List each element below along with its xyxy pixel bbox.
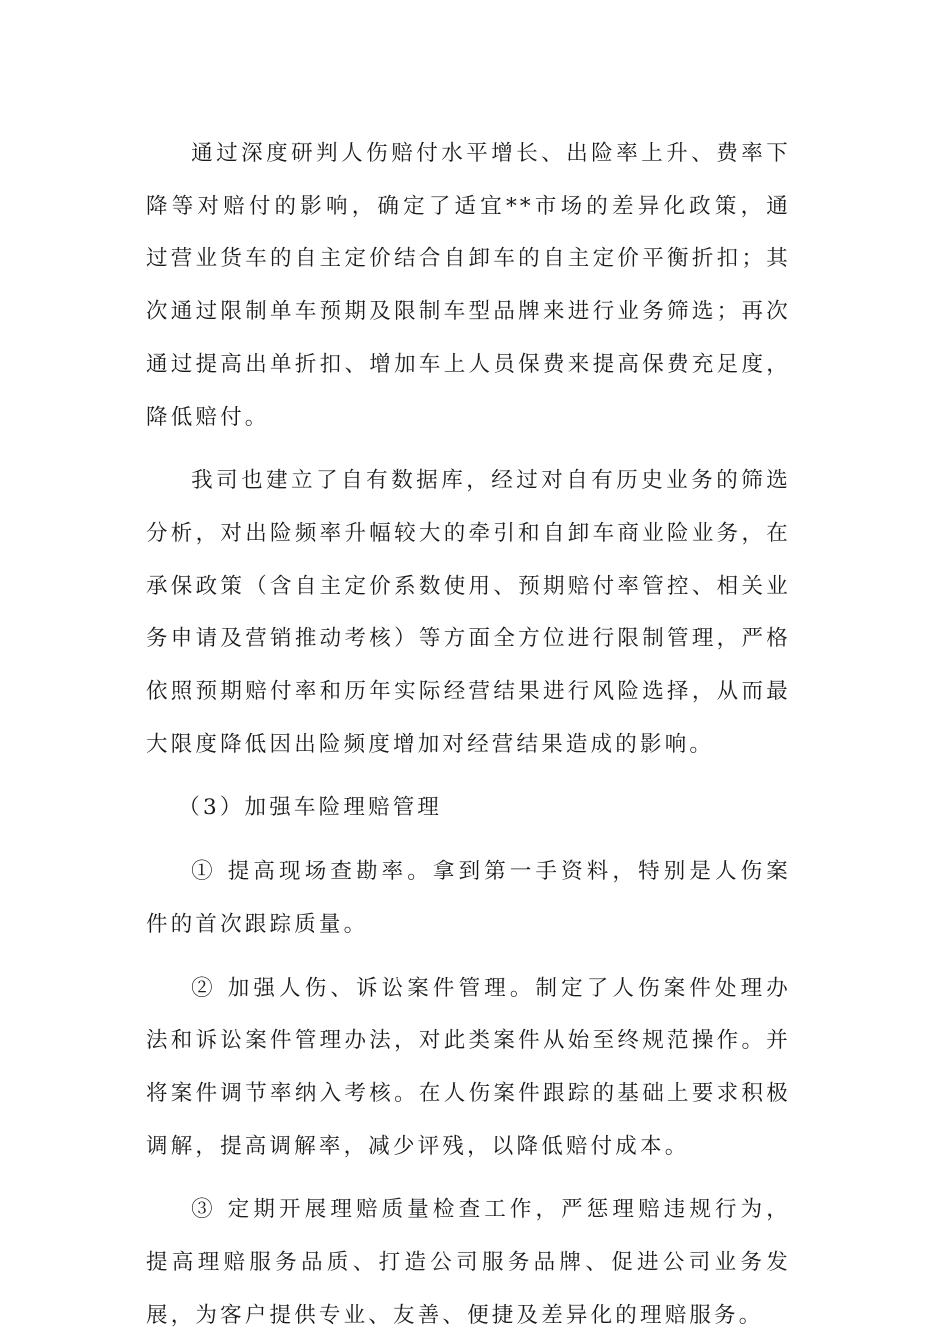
list-item-survey-rate: ① 提高现场查勘率。拿到第一手资料，特别是人伤案件的首次跟踪质量。: [146, 859, 791, 937]
document-page: [146, 128, 791, 1342]
paragraph-pricing-policy: 通过深度研判人伤赔付水平增长、出险率上升、费率下降等对赔付的影响，确定了适宜**市场的差异化政策，通过营业货车的自主定价结合自卸车的自主定价平衡折扣；其次通过限制单车预期及限制车型品牌来进行业务筛选；再次通过提高出单折扣、增加车上人员保费来提高保费充足度，降低赔付。: [146, 141, 791, 430]
list-item-quality-inspection: ③ 定期开展理赔质量检查工作，严惩理赔违规行为，提高理赔服务品质、打造公司服务品牌、促进公司业务发展，为客户提供专业、友善、便捷及差异化的理赔服务。: [146, 1197, 791, 1328]
section-heading-claims-management: （3）加强车险理赔管理: [178, 795, 443, 821]
list-item-injury-litigation: ② 加强人伤、诉讼案件管理。制定了人伤案件处理办法和诉讼案件管理办法，对此类案件从始至终规范操作。并将案件调节率纳入考核。在人伤案件跟踪的基础上要求积极调解，提高调解率，减少评残，以降低赔付成本。: [146, 975, 791, 1159]
paragraph-database-analysis: 我司也建立了自有数据库，经过对自有历史业务的筛选分析，对出险频率升幅较大的牵引和自卸车商业险业务，在承保政策（含自主定价系数使用、预期赔付率管控、相关业务申请及营销推动考核）等方面全方位进行限制管理，严格依照预期赔付率和历年实际经营结果进行风险选择，从而最大限度降低因出险频度增加对经营结果造成的影响。: [146, 468, 791, 757]
